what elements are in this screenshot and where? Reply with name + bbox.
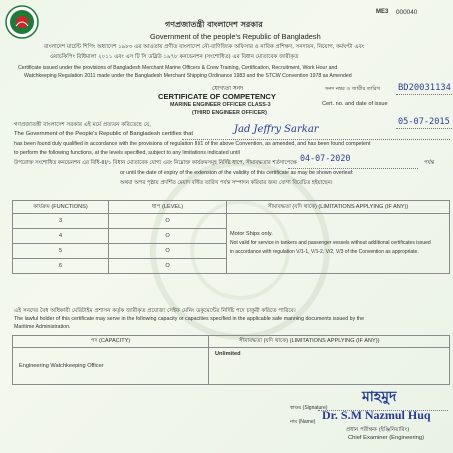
name-label: নাম (Name) <box>290 419 316 425</box>
col-limitations-header: সীমাবদ্ধতা (যদি থাকে) (LIMITATIONS APPLYING (IF ANY)) <box>227 201 450 214</box>
function-cell: 4 <box>13 229 109 244</box>
title-bn: যোগ্যতা সনদ <box>212 86 244 92</box>
table-row <box>13 348 450 385</box>
intro-en-2: Watchkeeping Regulation 2011 made under the Bangladesh Merchant Shipping Ordinance 1983 and the STCW Convention 1978 as Amended <box>24 73 352 79</box>
certificate-title: CERTIFICATE OF COMPETENCY <box>158 92 276 101</box>
bangladesh-emblem-icon <box>4 4 40 40</box>
limitations-cell <box>227 214 450 274</box>
cert-no-label-bn: সনদ নম্বর ও জারীর তারিখ <box>325 86 381 92</box>
function-cell: 6 <box>13 259 109 274</box>
gov-title-en: Government of the people's Republic of Bangladesh <box>150 32 321 41</box>
level-cell: O <box>109 229 227 244</box>
level-cell: O <box>109 214 227 229</box>
handwritten-signature: মাহমুদ <box>362 389 397 405</box>
para-en-4: or until the date of expiry of the extension of the validity of this certificate as may be shown overleaf: <box>120 170 354 176</box>
capacity-header-row <box>13 336 450 348</box>
para-en-2: to perform the following functions, at the levels specified, subject to any limitations indicated until <box>14 150 240 156</box>
certificate-class: MARINE ENGINEER OFFICER CLASS-3 <box>170 102 271 108</box>
certificate-rank: (THIRD ENGINEER OFFICER) <box>192 110 267 116</box>
holder-name: Jad Jeffry Sarkar <box>234 124 319 135</box>
para-bn-3-end: পর্যন্ত <box>424 160 435 166</box>
capacity-cell: Engineering Watchkeeping Officer <box>13 348 209 385</box>
function-cell: 5 <box>13 244 109 259</box>
signature-label: স্বাক্ষর (Signature) <box>290 405 328 411</box>
para-bn-3: উপরোক্ত সংশোধিত কনভেনশন এর বিধি-III/১ বিধান মোতাবেক যোগ্য এবং নিম্নোক্ত কার্যক্রমসমূহ নির্দিষ্ট ধাপে, সীমাবদ্ধতার শর্তসাপেক্ষে <box>14 160 297 166</box>
level-cell: O <box>109 259 227 274</box>
limitation-line: Not valid for service in tankers and passenger vessels without additional certificates issued <box>230 240 431 246</box>
level-cell: O <box>109 244 227 259</box>
lawful-holder-en-1: The lawful holder of this certificate may serve in the following capacity or capacities specified in the applicable safe manning documents issued by the <box>14 316 365 322</box>
gov-title-bn: গণপ্রজাতন্ত্রী বাংলাদেশ সরকার <box>165 20 263 29</box>
col-functions-header: কার্যক্রম (FUNCTIONS) <box>13 201 109 214</box>
issue-date: 05-07-2015 <box>398 117 450 127</box>
functions-table <box>12 200 450 274</box>
functions-header-row <box>13 201 450 214</box>
col-capacity-header: পদ (CAPACITY) <box>13 336 209 348</box>
designation-en: Chief Examiner (Engineering) <box>348 435 425 441</box>
col-level-header: ধাপ (LEVEL) <box>109 201 227 214</box>
limitation-line: in accordance with regulation V/1-1, V/1-2, V/2, V/3 of the Convention as appropriate. <box>230 249 419 255</box>
para-en-1: has been found duly qualified in accordance with the provisions of regulation III/1 of the above Convention, as amended, and has been found competent <box>14 141 371 147</box>
capacity-table <box>12 335 450 385</box>
valid-until-date: 04-07-2020 <box>300 153 351 163</box>
function-cell: 3 <box>13 214 109 229</box>
cert-no-label-en: Cert. no. and date of issue <box>322 101 388 107</box>
designation-bn: প্রধান পরীক্ষক (ইঞ্জিনিয়ারিং) <box>346 427 410 433</box>
para-bn-5: অথবা অপর পৃষ্ঠায় প্রদর্শিত মেয়াদ বর্ধিত তারিখ পর্যন্ত সম্পাদন করিবার জন্য যোগ্য বিবেচিত হইয়াছেন। <box>120 180 333 186</box>
capacity-limitation-cell: Unlimited <box>209 348 450 385</box>
intro-bn-1: বাংলাদেশ মার্চেন্ট শিপিং অধ্যাদেশ ১৯৮৩ এর আওতায় প্রণীত বাংলাদেশ নৌ-বাণিজ্যিক অফিসার ও নাবিক প্রশিক্ষণ, সনদায়ন, নিয়োগ, কর্মঘণ্টা এবং <box>44 44 364 50</box>
serial-prefix: ME3 <box>376 9 389 15</box>
lawful-holder-en-2: Maritime Administration. <box>14 324 71 330</box>
cert-number: BD20031134 <box>398 83 451 93</box>
serial-number: 000040 <box>396 9 418 16</box>
table-row <box>13 214 450 229</box>
signatory-name: Dr. S.M Nazmul Huq <box>322 408 431 422</box>
limitation-line: Motor Ships only. <box>230 231 273 237</box>
certify-bn: গণপ্রজাতন্ত্রী বাংলাদেশ সরকার এই মর্মে প্রত্যয়ন করিতেছে যে, <box>14 122 151 128</box>
intro-bn-2: ওয়াচকিপিং বিধিমালা ২০১১ এবং এস টি সি ডব্লিউ ১৯৭৮ কনভেনশন (সংশোধিত) এর বিধান মোতাবেক জারীকৃত <box>50 54 299 60</box>
certify-en: The Government of the People's Republic of Bangladesh certifies that <box>14 131 193 137</box>
lawful-holder-bn: এই সনদের বৈধ অধিকারী মেরিটাইম প্রশাসন কর্তৃক জারীকৃত প্রযোজ্য সেইফ মেনিং ডকুমেন্টের নির্দিষ্ট পদে চাকুরী করিতে পারিবে। <box>14 308 296 314</box>
col-capacity-limitations-header: সীমাবদ্ধতা (যদি থাকে) (LIMITATIONS APPLYING (IF ANY)) <box>209 336 450 348</box>
intro-en-1: Certificate issued under the provisions of Bangladesh Merchant Marine Officers & Crew Training, Certification, Recruitment, Work Hour and <box>18 65 338 71</box>
